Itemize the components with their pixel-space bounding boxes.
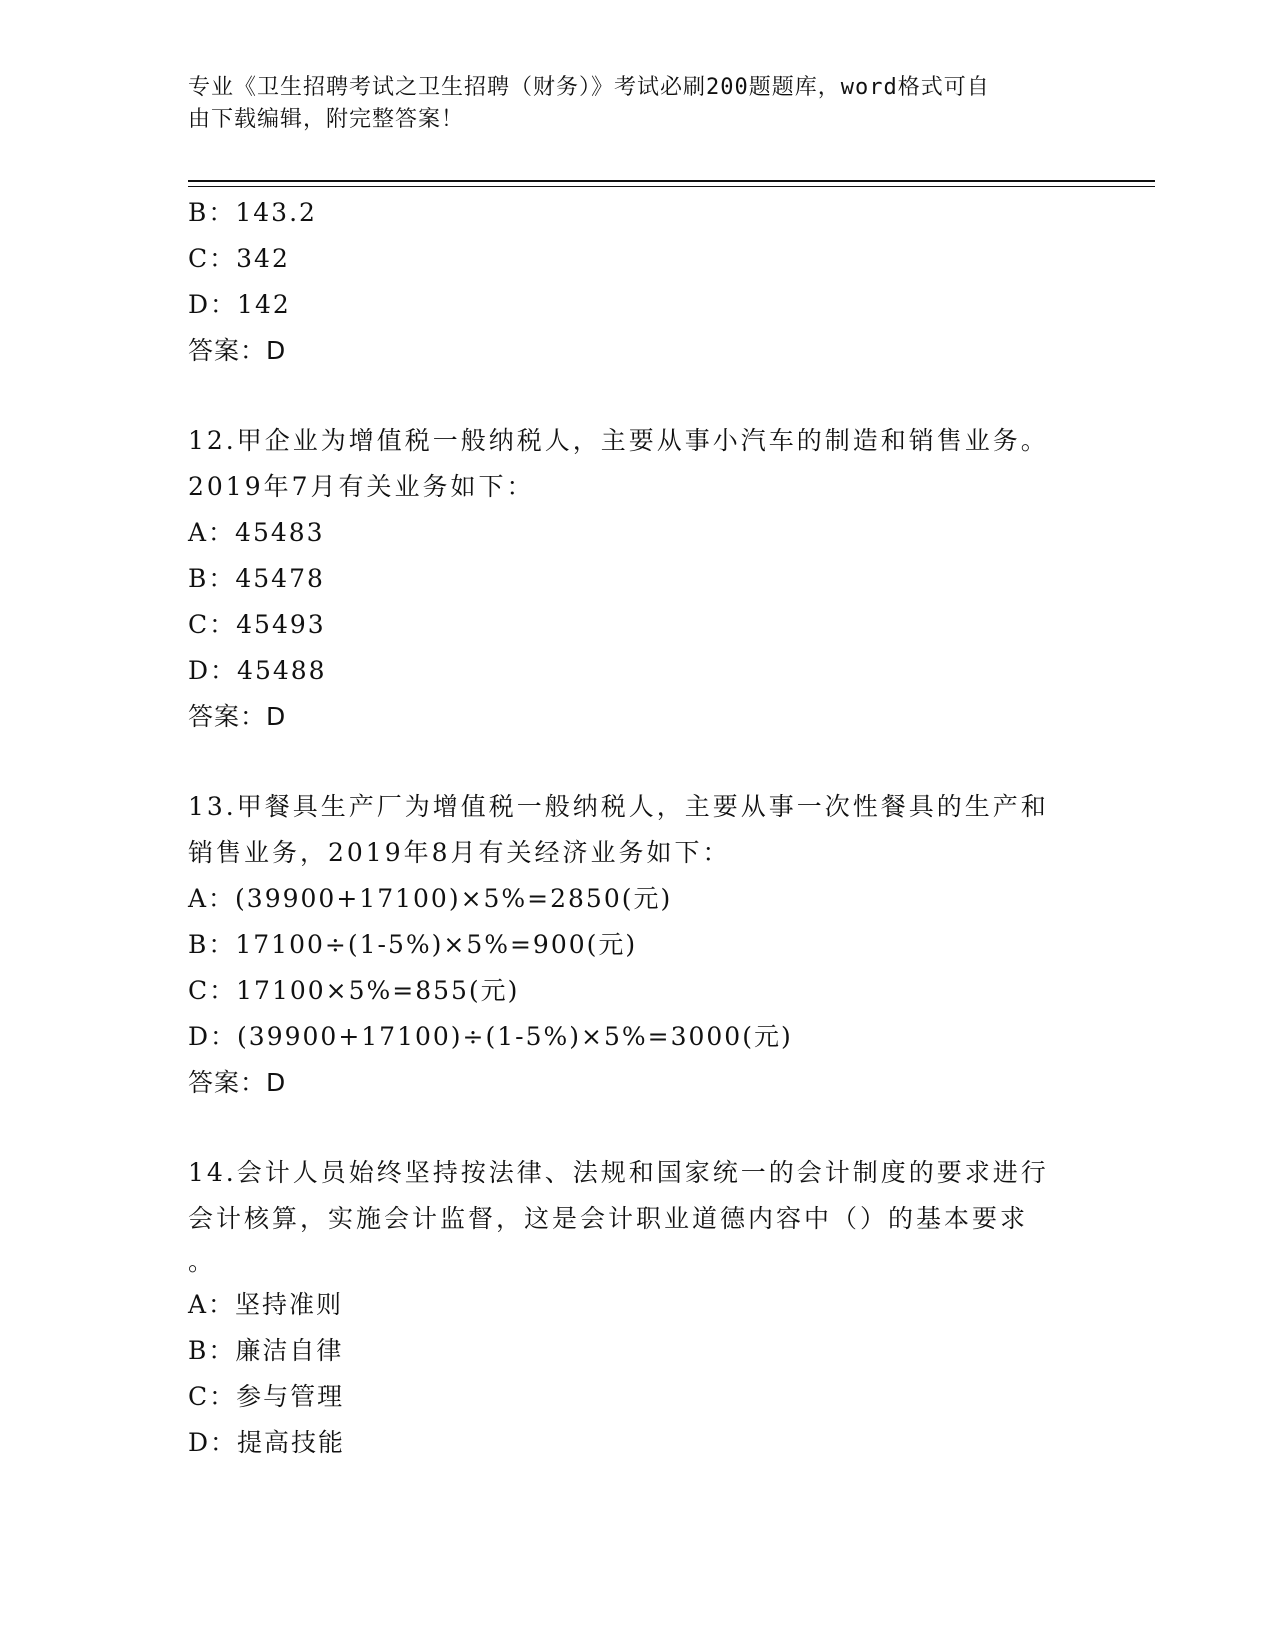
question-11-partial <box>188 190 1088 374</box>
question-stem-line: 会计核算，实施会计监督，这是会计职业道德内容中（）的基本要求 <box>188 1204 1029 1233</box>
question-13 <box>188 784 1088 1106</box>
header-divider-thick <box>188 180 1155 182</box>
header-line-1: 专业《卫生招聘考试之卫生招聘（财务）》考试必刷200题题库，word格式可自 <box>188 75 990 100</box>
question-stem-line: 13.甲餐具生产厂为增值税一般纳税人，主要从事一次性餐具的生产和 <box>188 792 1049 821</box>
option-a: A：坚持准则 <box>188 1290 344 1319</box>
question-content <box>188 190 1088 1466</box>
answer-line: 答案：D <box>188 336 287 365</box>
option-b: B：廉洁自律 <box>188 1336 344 1365</box>
option-b: B：143.2 <box>188 198 317 227</box>
option-b: B：17100÷(1-5%)×5%=900(元) <box>188 930 638 959</box>
spacer <box>188 1106 1088 1150</box>
option-c: C：45493 <box>188 610 326 639</box>
question-stem-line: 。 <box>188 1247 217 1276</box>
option-a: A：(39900+17100)×5%=2850(元) <box>188 884 673 913</box>
question-12 <box>188 418 1088 740</box>
option-c: C：17100×5%=855(元) <box>188 976 520 1005</box>
question-stem-line: 销售业务，2019年8月有关经济业务如下： <box>188 838 731 867</box>
option-d: D：142 <box>188 290 291 319</box>
answer-line: 答案：D <box>188 702 287 731</box>
option-a: A：45483 <box>188 518 325 547</box>
option-b: B：45478 <box>188 564 325 593</box>
option-d: D：提高技能 <box>188 1428 346 1457</box>
question-stem-line: 2019年7月有关业务如下： <box>188 472 535 501</box>
question-stem-line: 14.会计人员始终坚持按法律、法规和国家统一的会计制度的要求进行 <box>188 1158 1049 1187</box>
question-14 <box>188 1150 1088 1466</box>
spacer <box>188 740 1088 784</box>
question-stem-line: 12.甲企业为增值税一般纳税人，主要从事小汽车的制造和销售业务。 <box>188 426 1049 455</box>
header-divider-thin <box>188 186 1155 187</box>
option-c: C：参与管理 <box>188 1382 345 1411</box>
option-c: C：342 <box>188 244 290 273</box>
answer-line: 答案：D <box>188 1068 287 1097</box>
header-line-2: 由下载编辑，附完整答案！ <box>188 107 465 132</box>
spacer <box>188 374 1088 418</box>
page-header <box>188 72 1068 136</box>
option-d: D：(39900+17100)÷(1-5%)×5%=3000(元) <box>188 1022 793 1051</box>
option-d: D：45488 <box>188 656 327 685</box>
